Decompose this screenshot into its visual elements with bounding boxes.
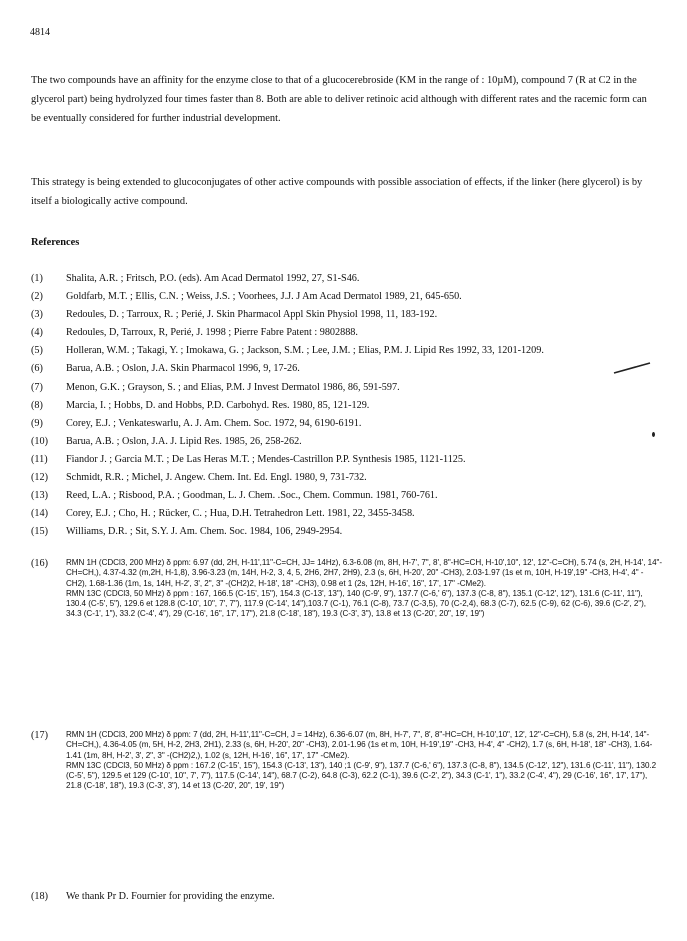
reference-text: Menon, G.K. ; Grayson, S. ; and Elias, P.M. J Invest Dermatol 1986, 86, 591-597. bbox=[66, 381, 400, 393]
ink-spot-mark bbox=[652, 432, 655, 437]
reference-item bbox=[31, 307, 656, 322]
reference-text: Reed, L.A. ; Risbood, P.A. ; Goodman, L. J. Chem. .Soc., Chem. Commun. 1981, 760-761. bbox=[66, 490, 438, 502]
reference-number: (13) bbox=[31, 490, 48, 502]
reference-number: (15) bbox=[31, 526, 48, 538]
reference-item bbox=[31, 416, 656, 431]
page-number: 4814 bbox=[30, 27, 50, 38]
reference-item bbox=[31, 289, 656, 304]
pen-stroke-mark bbox=[612, 360, 652, 376]
reference-text: Goldfarb, M.T. ; Ellis, C.N. ; Weiss, J.S. ; Voorhees, J.J. J Am Acad Dermatol 1989, 21, 645-650. bbox=[66, 291, 462, 303]
reference-number: (5) bbox=[31, 345, 43, 357]
reference-item bbox=[31, 398, 656, 413]
reference-item bbox=[31, 524, 656, 539]
reference-text: Marcia, I. ; Hobbs, D. and Hobbs, P.D. Carbohyd. Res. 1980, 85, 121-129. bbox=[66, 399, 370, 411]
reference-text: Fiandor J. ; Garcia M.T. ; De Las Heras M.T. ; Mendes-Castrillon P.P. Synthesis 1985, 1121-1125. bbox=[66, 453, 466, 465]
carbon-nmr-data: RMN 13C (CDCl3, 50 MHz) δ ppm : 167, 166.5 (C-15', 15"), 154.3 (C-13', 13"), 140 (C-9', 9"), 137.7 (C-6,' 6"), 137.3 (C-8, 8"), 135.1 (C-12', 12"), 131.6 (C-11', 11"), 130.4 (C-5', 5"), 129.6 et 128.8 (C-10', 10", 7', 7"), 117.9 (C-14', 14"),103.7 (C-1), 76.1 (C-8), 73.7 (C-3,5), 70 (C-2,4), 68.3 (C-7), 62.5 (C-9), 62 (C-6), 39.6 (C-2', 2"), 34.3 (C-1', 1"), 33.2 (C-4', 4"), 29 (C-16', 16", 17', 17"), 21.8 (C-18', 18"), 19.3 (C-3', 3"), 13.8 et 13 (C-20', 20", 19', 19") bbox=[66, 588, 646, 619]
note-number: (16) bbox=[31, 558, 48, 569]
reference-text: Schmidt, R.R. ; Michel, J. Angew. Chem. Int. Ed. Engl. 1980, 9, 731-732. bbox=[66, 472, 367, 484]
reference-number: (3) bbox=[31, 309, 43, 321]
reference-text: Barua, A.B. ; Oslon, J.A. J. Lipid Res. 1985, 26, 258-262. bbox=[66, 435, 302, 447]
reference-item bbox=[31, 343, 656, 358]
reference-item bbox=[31, 434, 656, 449]
reference-text: Shalita, A.R. ; Fritsch, P.O. (eds). Am Acad Dermatol 1992, 27, S1-S46. bbox=[66, 273, 360, 284]
reference-item bbox=[31, 271, 656, 286]
reference-item bbox=[31, 470, 656, 485]
carbon-nmr-data: RMN 13C (CDCl3, 50 MHz) δ ppm : 167.2 (C-15', 15"), 154.3 (C-13', 13"), 140 ;1 (C-9', 9"), 137.7 (C-6,' 6"), 137.3 (C-8, 8"), 134.5 (C-12', 12"), 131.6 (C-11', 11"), 130.2 (C-5', 5"), 129.5 et 129 (C-10', 10", 7', 7"), 117.5 (C-14', 14"), 68.7 (C-2), 64.8 (C-3), 62.2 (C-1), 39.6 (C-2', 2"), 34.3 (C-1', 1"), 33.2 (C-4', 4"), 29 (C-16', 16", 17', 17"), 21.8 (C-18', 18"), 19.3 (C-3', 3"), 14 et 13 (C-20', 20", 19', 19") bbox=[66, 760, 657, 791]
reference-text: Holleran, W.M. ; Takagi, Y. ; Imokawa, G. ; Jackson, S.M. ; Lee, J.M. ; Elias, P.M. J. Lipid Res 1992, 33, 1201-1209. bbox=[66, 345, 544, 357]
reference-number: (14) bbox=[31, 508, 48, 520]
reference-number: (10) bbox=[31, 435, 48, 447]
proton-nmr-data: RMN 1H (CDCl3, 200 MHz) δ ppm: 7 (dd, 2H, H-11',11"-C=CH, J = 14Hz), 6.36-6.07 (m, 8H, H-7', 7", 8', 8"-HC=CH, H-10',10", 12', 12"-C=CH), 5.8 (s, 2H, H-14', 14"-CH=CH,), 4.36-4.05 (m, 5H, H-2, 2H3, 2H1), 2.33 (s, 6H, H-20', 20" -CH3), 2.01-1.96 (1s et m, 10H, H-19',19" -CH3, H-4', 4" -CH2), 1.7 (s, 6H, H-18', 18" -CH3), 1.64-1.41 (1m, 8H, H-2', 3', 2", 3" -(CH2)2,), 1.02 (s, 12H, H-16', 16", 17', 17" -CMe2). bbox=[66, 730, 653, 760]
reference-text: Redoules, D. ; Tarroux, R. ; Perié, J. Skin Pharmacol Appl Skin Physiol 1998, 11, 183-192. bbox=[66, 309, 438, 321]
acknowledgement-text: We thank Pr D. Fournier for providing the enzyme. bbox=[66, 891, 275, 902]
reference-text: Barua, A.B. ; Oslon, J.A. Skin Pharmacol 1996, 9, 17-26. bbox=[66, 363, 300, 375]
reference-number: (6) bbox=[31, 363, 43, 375]
reference-item bbox=[31, 380, 656, 395]
reference-list bbox=[31, 271, 656, 542]
reference-item bbox=[31, 452, 656, 467]
reference-number: (11) bbox=[31, 453, 48, 465]
reference-number: (2) bbox=[31, 291, 43, 303]
reference-item bbox=[31, 506, 656, 521]
proton-nmr-data: RMN 1H (CDCl3, 200 MHz) δ ppm: 6.97 (dd, 2H, H-11',11"-C=CH, JJ= 14Hz), 6.3-6.08 (m, 8H, H-7', 7", 8', 8"-HC=CH, H-10',10", 12', 12"-C=CH), 5.74 (s, 2H, H-14', 14"-CH=CH,), 4.37-4.32 (m,2H, H-1,8), 3.96-3.23 (m, 14H, H-2, 3, 4, 5, 2H6, 2H7, 2H9), 2.3 (s, 6H, H-20', 20" -CH3), 2.03-1.97 (1s et m, 10H, H-19',19" -CH3, H-4', 4" -CH2), 1.68-1.36 (1m, 1s, 14H, H-2', 3', 2", 3" -(CH2)2, H-18', 18" -CH3), 0.98 et 1 (2s, 12H, H-16', 16", 17', 17" -CMe2). bbox=[66, 558, 663, 588]
nmr-note bbox=[31, 558, 663, 620]
reference-number: (8) bbox=[31, 399, 43, 411]
note-number: (18) bbox=[31, 891, 48, 902]
reference-text: Corey, E.J. ; Venkateswarlu, A. J. Am. Chem. Soc. 1972, 94, 6190-6191. bbox=[66, 417, 362, 429]
reference-item bbox=[31, 361, 656, 376]
reference-text: Redoules, D, Tarroux, R, Perié, J. 1998 ; Pierre Fabre Patent : 9802888. bbox=[66, 327, 358, 339]
reference-number: (9) bbox=[31, 417, 43, 429]
reference-text: Williams, D.R. ; Sit, S.Y. J. Am. Chem. Soc. 1984, 106, 2949-2954. bbox=[66, 526, 343, 538]
reference-item bbox=[31, 325, 656, 340]
reference-number: (1) bbox=[31, 273, 43, 284]
references-heading: References bbox=[31, 237, 80, 248]
reference-number: (4) bbox=[31, 327, 43, 339]
nmr-note bbox=[31, 730, 663, 792]
body-paragraph: The two compounds have an affinity for the enzyme close to that of a glucocerebroside (KM in the range of : 10µM), compound 7 (R at C2 in the glycerol part) being hydrolyzed four times faster than 8. Both are able to deliver retinoic acid although with different rates and the racemic form can be eventually considered for further industrial development. bbox=[31, 75, 647, 124]
reference-item bbox=[31, 488, 656, 503]
reference-text: Corey, E.J. ; Cho, H. ; Rücker, C. ; Hua, D.H. Tetrahedron Lett. 1981, 22, 3455-3458. bbox=[66, 508, 415, 520]
body-paragraph: This strategy is being extended to glucoconjugates of other active compounds with possible association of effects, if the linker (here glycerol) is by itself a biologically active compound. bbox=[31, 177, 643, 207]
reference-number: (7) bbox=[31, 381, 43, 393]
note-number: (17) bbox=[31, 730, 48, 741]
reference-number: (12) bbox=[31, 472, 48, 484]
acknowledgement bbox=[31, 891, 275, 902]
